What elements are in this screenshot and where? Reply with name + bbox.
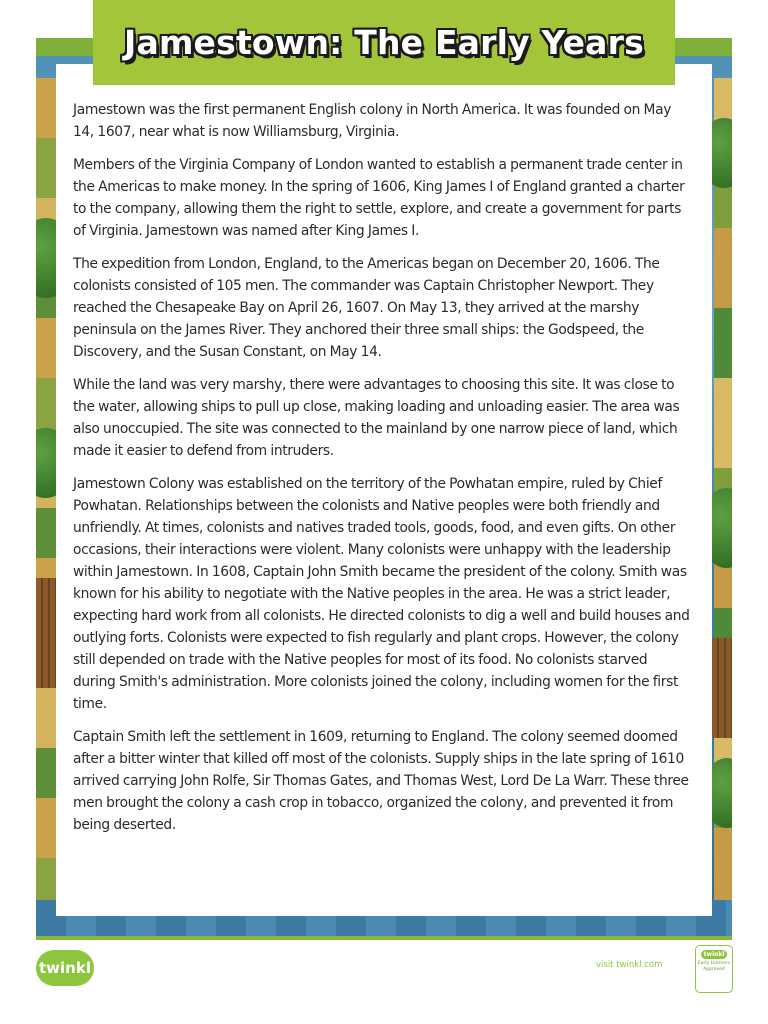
page-title: Jamestown: The Early Years xyxy=(124,23,644,62)
paragraph: Members of the Virginia Company of London wanted to establish a permanent trade center in the Americas to make money. In the spring of 1606, King James I of England granted a charter to the company, allowing them the right to settle, explore, and create a government for parts of Virginia. Jamestown was named after King James I. xyxy=(73,157,685,239)
paragraph: The expedition from London, England, to the Americas began on December 20, 1606. The colonists consisted of 105 men. The commander was Captain Christopher Newport. They reached the Chesapeake Bay on April 26, 1607. On May 13, they arrived at the marshy peninsula on the James River. They anchored their three small ships: the Godspeed, the Discovery, and the Susan Constant, on May 14. xyxy=(73,256,660,360)
paragraph: Jamestown was the first permanent English colony in North America. It was founded on May 14, 1607, near what is now Williamsburg, Virginia. xyxy=(73,102,672,140)
visit-link[interactable]: visit twinkl.com xyxy=(596,960,663,970)
article-body xyxy=(73,99,693,847)
fence-illustration xyxy=(712,638,732,738)
fence-illustration xyxy=(36,578,56,688)
badge-text: Early Learners Approved xyxy=(697,961,731,972)
left-shore xyxy=(36,78,58,940)
paragraph: Jamestown Colony was established on the territory of the Powhatan empire, ruled by Chief Powhatan. Relationships between the colonists and Native peoples were both friendly and unfriendly. At times, colonists and natives traded tools, goods, food, and even gifts. On other occasions, their interactions were violent. Many colonists were unhappy with the leadership within Jamestown. In 1608, Captain John Smith became the president of the colony. Smith was known for his ability to negotiate with the Native peoples in the area. He was a strict leader, expecting hard work from all colonists. He directed colonists to dig a well and build houses and outlying forts. Colonists were expected to fish regularly and plant crops. However, the colony still depended on trade with the Native peoples for most of its food. No colonists starved during Smith's administration. More colonists joined the colony, including women for the first time. xyxy=(73,476,690,712)
paragraph: Captain Smith left the settlement in 1609, returning to England. The colony seemed doomed after a bitter winter that killed off most of the colonists. Supply ships in the late spring of 1610 arrived carrying John Rolfe, Sir Thomas Gates, and Thomas West, Lord De La Warr. These three men brought the colony a cash crop in tobacco, organized the colony, and prevented it from being deserted. xyxy=(73,729,689,833)
approval-badge xyxy=(695,945,733,993)
twinkl-logo[interactable] xyxy=(36,950,94,986)
paragraph: While the land was very marshy, there were advantages to choosing this site. It was close to the water, allowing ships to pull up close, making loading and unloading easier. The area was also unoccupied. The site was connected to the mainland by one narrow piece of land, which made it easier to defend from intruders. xyxy=(73,377,680,459)
footer-divider xyxy=(36,936,732,940)
title-banner xyxy=(93,0,675,85)
badge-logo: twinkl xyxy=(701,950,728,959)
logo-text: twinkl xyxy=(39,959,91,977)
